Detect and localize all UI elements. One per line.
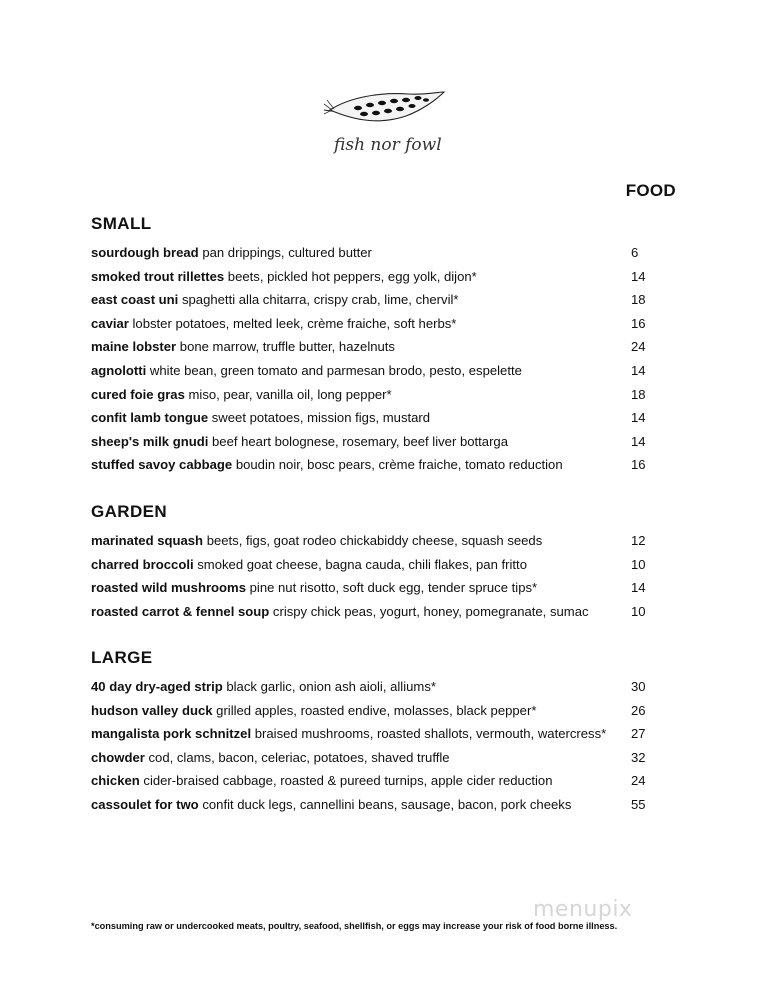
item-name: confit lamb tongue	[91, 410, 209, 426]
menu-item	[91, 288, 651, 312]
feather-logo-icon	[318, 88, 450, 170]
item-price: 18	[631, 386, 646, 402]
item-price: 14	[631, 410, 646, 426]
item-price: 30	[631, 679, 646, 694]
item-desc: grilled apples, roasted endive, molasses, black pepper*	[216, 702, 537, 718]
svg-text:fish nor fowl: fish nor fowl	[334, 135, 442, 155]
item-desc: lobster potatoes, melted leek, crème fraiche, soft herbs*	[132, 315, 457, 331]
item-desc: white bean, green tomato and parmesan brodo, pesto, espelette	[149, 362, 522, 378]
menu-item	[91, 793, 651, 817]
item-desc: smoked goat cheese, bagna cauda, chili flakes, pan fritto	[197, 556, 527, 572]
menu-item	[91, 553, 651, 577]
item-name: marinated squash	[91, 533, 204, 548]
item-name: maine lobster	[91, 339, 177, 355]
item-desc: beets, figs, goat rodeo chickabiddy cheese, squash seeds	[206, 533, 543, 548]
section-title: GARDEN	[91, 502, 168, 521]
item-price: 27	[631, 726, 646, 742]
item-name: roasted wild mushrooms	[91, 580, 246, 596]
menu-item	[91, 529, 651, 553]
menu-item	[91, 406, 651, 430]
section-title: LARGE	[91, 648, 153, 667]
menu-item	[91, 430, 651, 454]
item-name: smoked trout rillettes	[91, 268, 225, 284]
item-price: 55	[631, 796, 646, 812]
item-name: cured foie gras	[91, 386, 185, 402]
section-large	[91, 645, 651, 817]
watermark: menupix	[533, 897, 633, 922]
item-desc: cider-braised cabbage, roasted & pureed turnips, apple cider reduction	[143, 773, 553, 789]
item-price: 6	[631, 245, 639, 260]
page-heading: FOOD	[625, 181, 676, 200]
item-price: 16	[631, 457, 646, 473]
item-name: chicken	[91, 773, 140, 789]
item-name: cassoulet for two	[91, 796, 199, 812]
item-name: hudson valley duck	[91, 702, 213, 718]
footnote: *consuming raw or undercooked meats, poultry, seafood, shellfish, or eggs may increase your risk of food borne illness.	[91, 921, 618, 931]
menu-item	[91, 746, 651, 770]
menu-item	[91, 576, 651, 600]
item-desc: boudin noir, bosc pears, crème fraiche, tomato reduction	[235, 457, 563, 473]
menu-item	[91, 265, 651, 289]
item-desc: bone marrow, truffle butter, hazelnuts	[179, 339, 395, 355]
item-desc: sweet potatoes, mission figs, mustard	[211, 410, 431, 426]
menu-item	[91, 312, 651, 336]
item-desc: miso, pear, vanilla oil, long pepper*	[188, 386, 392, 402]
item-price: 14	[631, 362, 646, 378]
item-price: 14	[631, 433, 646, 449]
item-desc: pan drippings, cultured butter	[202, 245, 372, 260]
item-price: 24	[631, 773, 646, 789]
item-price: 26	[631, 702, 646, 718]
item-desc: braised mushrooms, roasted shallots, vermouth, watercress*	[254, 726, 607, 742]
menu-item	[91, 600, 651, 624]
menu-item	[91, 335, 651, 359]
section-title: SMALL	[91, 214, 152, 233]
item-name: roasted carrot & fennel soup	[91, 603, 270, 619]
item-desc: black garlic, onion ash aioli, alliums*	[226, 679, 436, 694]
item-desc: spaghetti alla chitarra, crispy crab, lime, chervil*	[181, 292, 459, 308]
item-desc: beef heart bolognese, rosemary, beef liver bottarga	[212, 433, 508, 449]
item-name: 40 day dry-aged strip	[91, 679, 223, 694]
item-price: 14	[631, 268, 646, 284]
section-small	[91, 211, 651, 477]
menu-item	[91, 383, 651, 407]
item-price: 10	[631, 603, 646, 619]
item-desc: cod, clams, bacon, celeriac, potatoes, shaved truffle	[148, 749, 450, 765]
menu-item	[91, 722, 651, 746]
menu-item	[91, 241, 651, 265]
item-desc: beets, pickled hot peppers, egg yolk, dijon*	[227, 268, 477, 284]
item-name: sheep's milk gnudi	[91, 433, 209, 449]
menu-item	[91, 675, 651, 699]
item-desc: confit duck legs, cannellini beans, sausage, bacon, pork cheeks	[202, 796, 572, 812]
item-name: sourdough bread	[91, 245, 199, 260]
item-desc: crispy chick peas, yogurt, honey, pomegranate, sumac	[272, 603, 589, 619]
item-name: caviar	[91, 315, 129, 331]
item-price: 10	[631, 556, 646, 572]
menu-item	[91, 699, 651, 723]
menu-item	[91, 769, 651, 793]
menu-item	[91, 359, 651, 383]
item-name: mangalista pork schnitzel	[91, 726, 252, 742]
item-name: agnolotti	[91, 362, 147, 378]
section-garden	[91, 499, 651, 623]
item-name: charred broccoli	[91, 556, 194, 572]
item-price: 18	[631, 292, 646, 308]
item-price: 24	[631, 339, 646, 355]
item-price: 14	[631, 580, 646, 596]
item-price: 32	[631, 749, 646, 765]
item-desc: pine nut risotto, soft duck egg, tender spruce tips*	[249, 580, 538, 596]
item-name: east coast uni	[91, 292, 179, 308]
item-price: 16	[631, 315, 646, 331]
item-price: 12	[631, 533, 646, 548]
item-name: stuffed savoy cabbage	[91, 457, 233, 473]
menu-item	[91, 453, 651, 477]
item-name: chowder	[91, 749, 145, 765]
